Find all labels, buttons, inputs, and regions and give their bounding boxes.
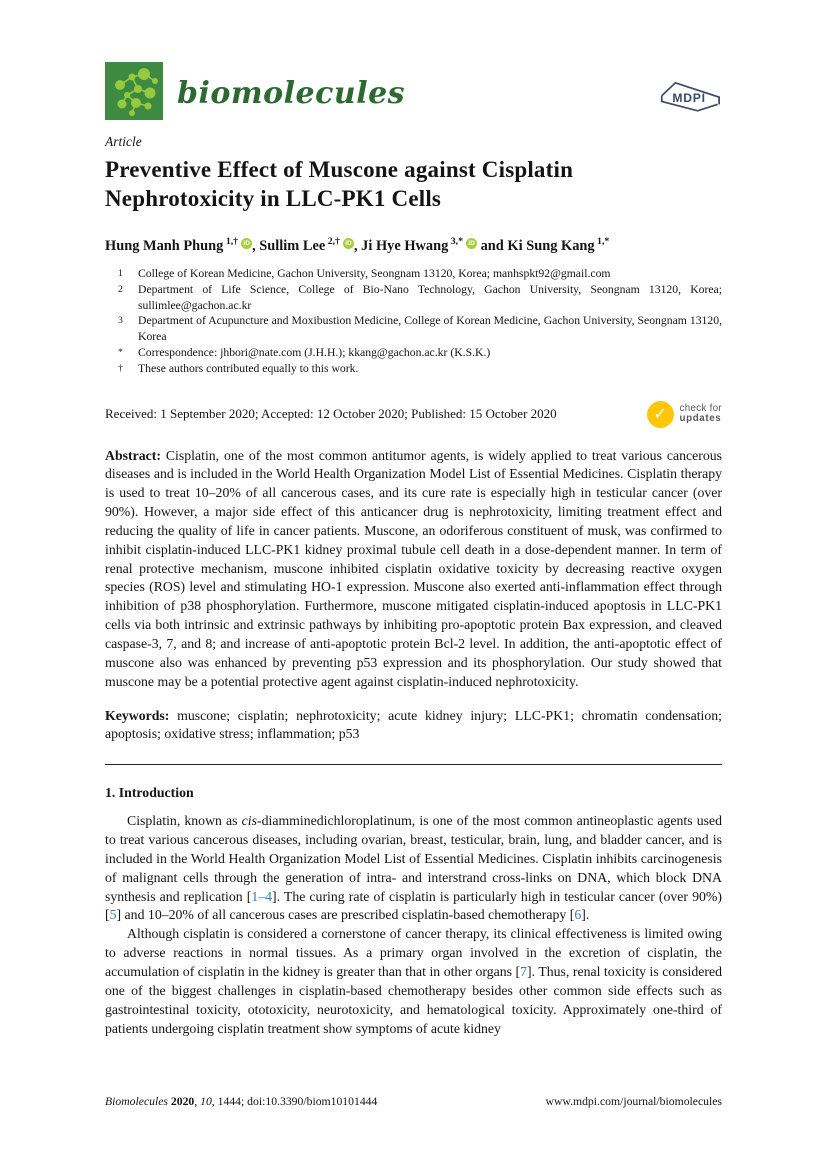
text-segment: 2020 [170,1095,195,1108]
orcid-icon[interactable]: iD [466,238,477,249]
mdpi-logo-icon [656,73,722,117]
author-name: Hung Manh Phung [105,238,224,254]
author-name: Ji Hye Hwang [361,238,449,254]
crossmark-label-bottom: updates [679,413,722,425]
affiliation-marker: 3 [118,315,123,327]
authors-line [105,232,722,256]
affiliation-marker: * [118,346,123,358]
article-type-label: Article [105,134,142,149]
intro-paragraph-1 [105,812,722,925]
affiliation-text: College of Korean Medicine, Gachon University, Seongnam 13120, Korea; manhspkt92@gmail.com [138,267,611,280]
text-segment: ]. Thus, renal toxicity is considered one of the biggest challenges in cisplatin-based chemotherapy besides other common side effects such as gastrointestinal toxicity, ototoxicity, neurotoxicity, and hematological toxicity. Approximately one-third of patients undergoing cisplatin treatment show symptoms of acute kidney [105,963,722,1036]
section-divider [105,764,722,765]
text-segment: Biomolecules [105,1095,171,1108]
author-superscript: 1,* [594,236,610,247]
crossmark-label-top: check for [679,402,722,414]
text-segment: Cisplatin, one of the most common antitumor agents, is widely applied to treat various cancerous diseases and is included in the World Health Organization Model List of Essential Medicines. Cisplatin therapy is used to treat 10–20% of all cancerous cases, and its cure rate is especially high in testicular cancer (over 90%). However, a major side effect of this anticancer drug is nephrotoxicity, limiting treatment effect and reducing the quality of life in cancer patients. Muscone, an odoriferous constituent of musk, was confirmed to inhibit cisplatin-induced LLC-PK1 kidney proximal tubule cell death in a dose-dependent manner. In term of renal protective mechanism, muscone inhibited cisplatin oxidative toxicity by decreasing reactive oxygen species (ROS) level and stimulating HO-1 expression. Muscone also exerted anti-inflammation effect through inhibition of p38 phosphorylation. Furthermore, muscone mitigated cisplatin-induced apoptosis in LLC-PK1 cells via both intrinsic and extrinsic pathways by inhibiting pro-apoptotic protein Bax expression, and cleaved caspase-3, 7, and 8; and increase of anti-apoptotic protein Bcl-2 level. In addition, the anti-apoptotic effect of muscone also was enhanced by preventing p53 expression and its phosphorylation. Our study showed that muscone may be a potential protective agent against cisplatin-induced nephrotoxicity. [105,447,722,689]
author-superscript: 3,* [448,236,464,247]
text-segment: ]. The curing rate of cisplatin is particularly high in testicular cancer (over 90%) [ [105,888,722,923]
journal-masthead [105,62,722,120]
citation-link[interactable]: 7 [520,963,528,979]
section-heading-introduction: 1. Introduction [105,785,194,801]
crossmark-check-icon [647,401,674,428]
author-name: Ki Sung Kang [507,238,595,254]
affiliations-list [105,266,722,377]
author-separator: and [477,238,508,254]
affiliation-marker: 1 [118,268,123,279]
text-segment: -diamminedichloroplatinum, is one of the most common antineoplastic agents used to treat various cancerous diseases, including ovarian, breast, testicular, brain, lung, and bladder cancer, and is included in the World Health Organization Model List of Essential Medicines. Cisplatin inhibits carcinogenesis of malignant cells through the generation of intra- and interstrand cross-links on DNA, which block DNA synthesis and replication [ [105,813,722,904]
orcid-icon[interactable]: iD [241,238,252,249]
affiliation-text: Correspondence: jhbori@nate.com (J.H.H.); kkang@gachon.ac.kr (K.S.K.) [138,345,491,359]
author-separator: , [252,238,260,254]
keywords-paragraph [105,707,722,745]
journal-brand [105,62,405,120]
text-segment: , [194,1095,201,1108]
affiliation-item [105,266,722,282]
author-superscript: 2,† [325,236,340,247]
mdpi-wordmark: MDPI [672,91,706,106]
text-segment: Cisplatin, known as [127,813,242,829]
abstract-paragraph [105,447,722,692]
affiliation-text: These authors contributed equally to this work. [138,361,359,375]
author-superscript: 1,† [223,236,239,247]
citation-link[interactable]: 5 [109,907,117,923]
text-segment: muscone; cisplatin; nephrotoxicity; acute kidney injury; LLC-PK1; chromatin condensation; apoptosis; oxidative stress; inflammation; p53 [105,707,722,742]
author-name: Sullim Lee [259,238,326,254]
check-for-updates-badge[interactable] [647,401,722,428]
text-segment: Although cisplatin is considered a cornerstone of cancer therapy, its clinical effectiveness is limited owing to adverse reactions in normal tissues. As a primary organ involved in the excretion of cisplatin, the accumulation of cisplatin in the kidney is greater than that in other organs [ [105,926,722,979]
affiliation-marker: 2 [118,283,123,295]
page-footer [105,1095,722,1108]
crossmark-label [680,404,722,425]
text-segment: ]. [581,907,590,923]
affiliation-item [105,313,722,345]
dates-row [105,398,722,431]
affiliation-marker: † [118,362,123,374]
received-dates: Received: 1 September 2020; Accepted: 12 October 2020; Published: 15 October 2020 [105,406,557,422]
affiliation-item [105,345,722,361]
orcid-icon[interactable]: iD [343,238,354,249]
citation-link[interactable]: 6 [574,907,582,923]
journal-name: biomolecules [177,76,406,111]
affiliation-item [105,282,722,314]
affiliation-text: Department of Acupuncture and Moxibustion Medicine, College of Korean Medicine, Gachon University, Seongnam 13120, Korea [138,314,722,344]
text-segment: cis [241,813,257,829]
journal-url-link[interactable]: www.mdpi.com/journal/biomolecules [545,1095,722,1108]
citation-link[interactable]: 1–4 [251,888,273,904]
author-separator: , [353,238,362,254]
journal-citation [105,1095,377,1108]
text-segment: ] and 10–20% of all cancerous cases are prescribed cisplatin-based chemotherapy [ [116,907,575,923]
intro-paragraph-2 [105,925,722,1038]
text-segment: Abstract: [105,447,161,463]
text-segment: 10 [200,1095,212,1108]
affiliation-text: Department of Life Science, College of Bio-Nano Technology, Gachon University, Seongnam 13120, Korea; sullimlee@gachon.ac.kr [138,282,722,312]
text-segment: , 1444; doi:10.3390/biom10101444 [211,1095,378,1108]
check-glyph: ✓ [653,404,667,424]
article-title: Preventive Effect of Muscone against Cisplatin Nephrotoxicity in LLC-PK1 Cells [105,157,574,211]
affiliation-item [105,361,722,377]
text-segment: Keywords: [105,707,170,723]
biomolecules-logo-icon [105,62,163,120]
